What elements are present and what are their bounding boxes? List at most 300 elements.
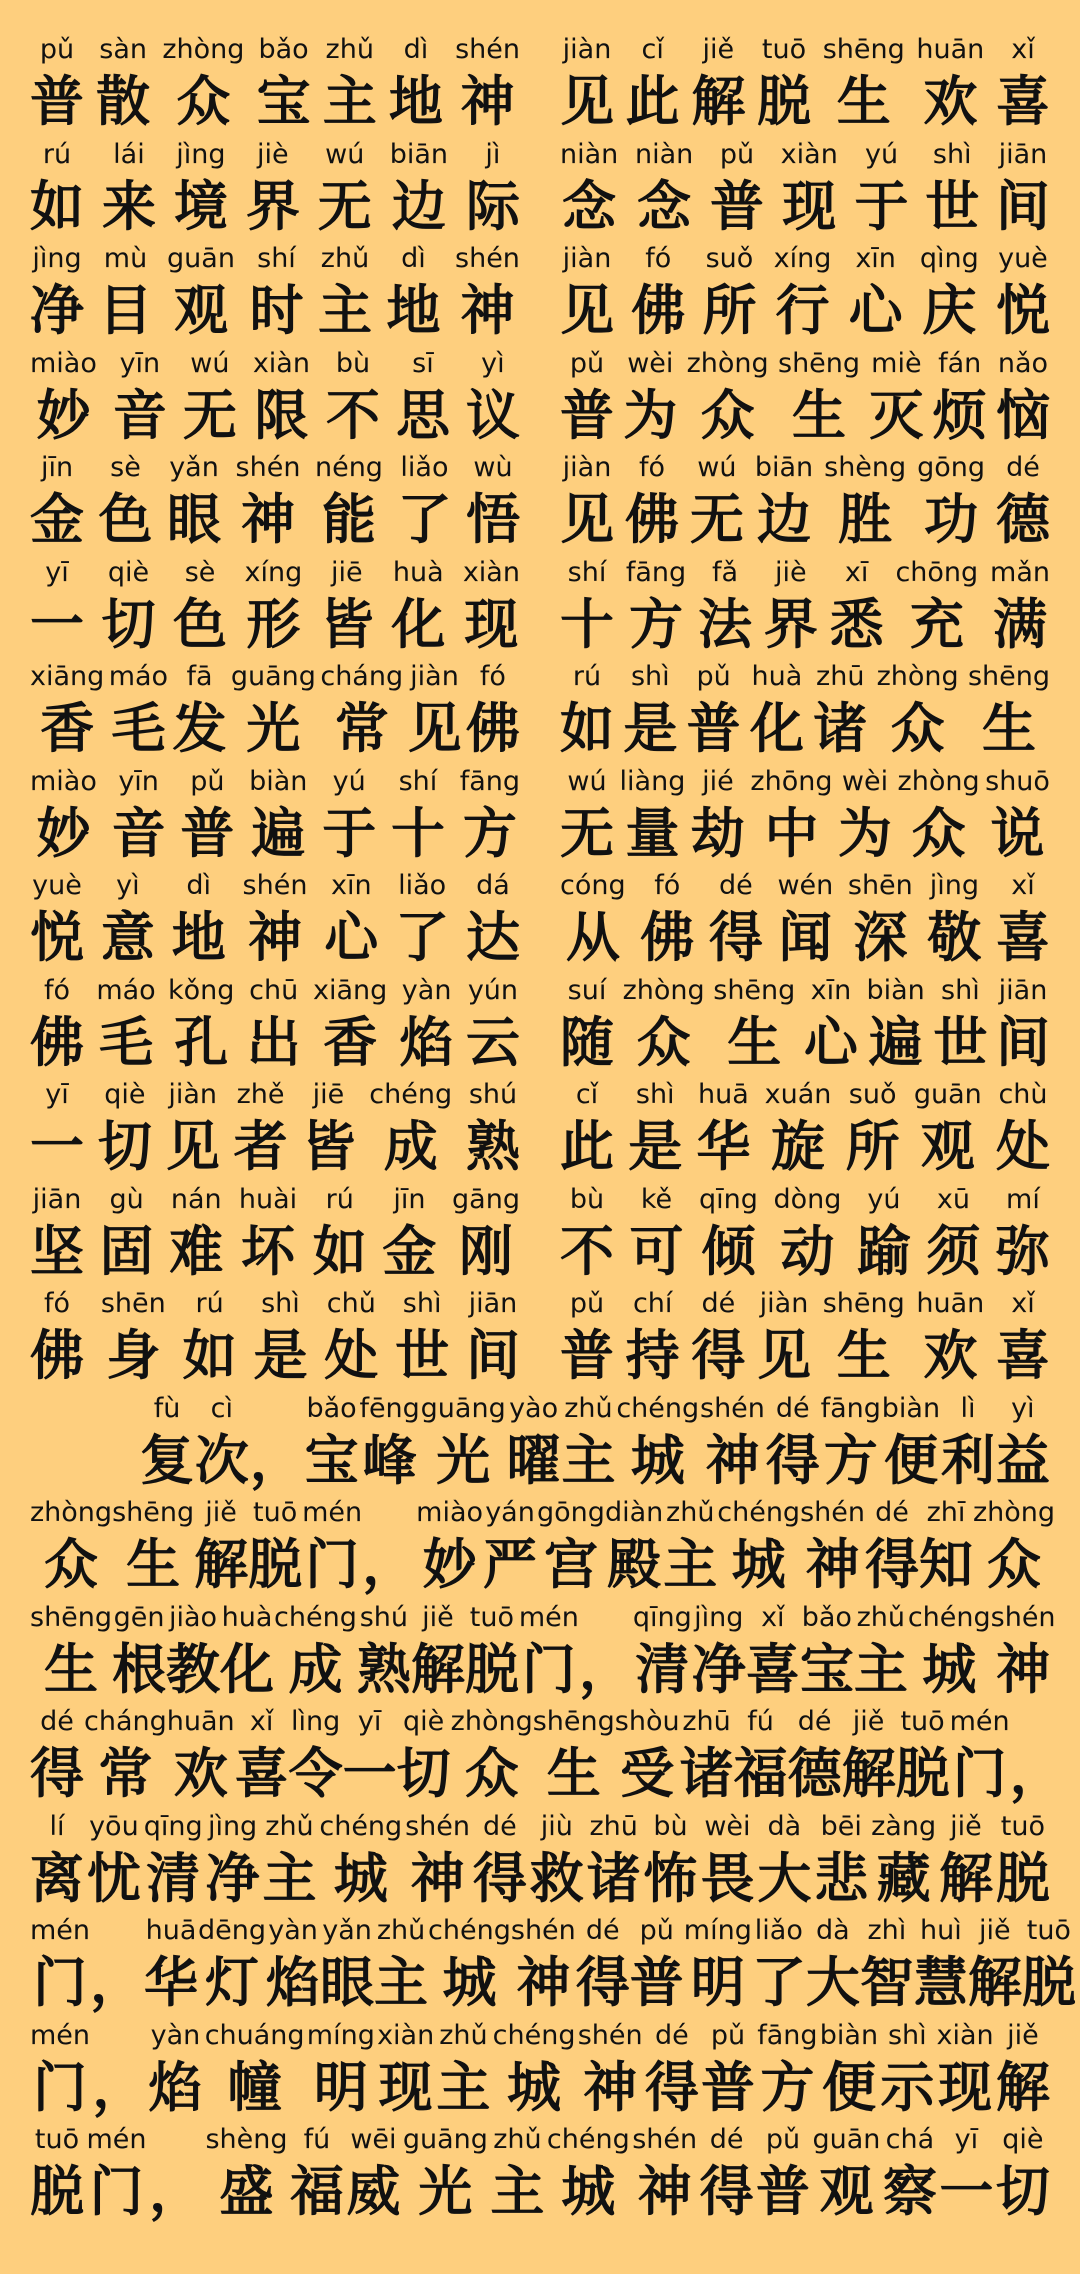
pinyin: néng (314, 452, 383, 483)
prose-line (30, 2120, 1050, 2224)
hanzi: 众 (987, 1533, 1042, 1596)
hanzi: 神 (460, 70, 515, 133)
char-unit (547, 2120, 630, 2224)
char-unit (623, 344, 677, 448)
char-unit (877, 657, 959, 761)
hanzi: 光 (418, 2160, 473, 2223)
char-unit (626, 1284, 680, 1388)
pinyin: wú (567, 765, 607, 797)
char-unit (755, 448, 813, 552)
pinyin: dé (875, 1497, 909, 1528)
char-unit (640, 866, 694, 970)
char-unit (560, 657, 614, 761)
char-unit (249, 762, 307, 866)
char-unit (357, 1598, 411, 1702)
char-unit (996, 30, 1050, 134)
hanzi: 此 (560, 1115, 614, 1178)
char-unit (781, 135, 838, 239)
hanzi: 悟 (465, 488, 520, 551)
pinyin: tuō (469, 1601, 514, 1633)
char-unit (257, 30, 311, 134)
hanzi: 际 (465, 174, 520, 238)
pinyin: mù (103, 243, 148, 274)
char-unit (30, 1911, 90, 2015)
char-unit (323, 30, 377, 134)
char-unit (774, 239, 832, 343)
pinyin: mén (30, 2019, 91, 2051)
hanzi: 色 (173, 592, 228, 656)
hanzi: 神 (410, 1846, 465, 1910)
punctuation (362, 1493, 416, 1597)
pinyin: zhǔ (376, 1915, 426, 1946)
hanzi: ， (578, 1637, 633, 1701)
pinyin: shén (577, 2019, 643, 2051)
char-unit (102, 135, 156, 239)
char-unit (318, 239, 372, 343)
pinyin: biàn (866, 974, 925, 1006)
pinyin: shén (455, 34, 520, 65)
char-unit (857, 1180, 911, 1284)
hanzi: 主 (663, 1533, 718, 1596)
hanzi: 解 (967, 1951, 1022, 2014)
verse-line (30, 239, 1050, 343)
pinyin: zàng (871, 1810, 937, 1842)
pinyin: pǔ (569, 347, 605, 379)
hanzi: 所 (702, 279, 757, 342)
char-unit (198, 1911, 266, 2015)
pinyin: biàn (881, 1392, 941, 1424)
pinyin: chéng (717, 1497, 801, 1528)
hanzi: 不 (325, 383, 380, 447)
hanzi: 难 (169, 1219, 224, 1283)
char-unit (397, 1702, 451, 1806)
char-unit (766, 1389, 820, 1493)
pinyin: zhǔ (439, 2019, 488, 2051)
char-unit (167, 1702, 235, 1806)
pinyin: chéng (428, 1915, 511, 1946)
char-unit (473, 1807, 527, 1911)
hanzi: 充 (909, 592, 964, 656)
pinyin: shén (990, 1601, 1056, 1633)
char-unit (84, 1702, 167, 1806)
pinyin: xīn (810, 974, 852, 1006)
char-unit (140, 1389, 194, 1493)
verse-line (30, 344, 1050, 448)
hanzi: 令 (288, 1742, 343, 1805)
hanzi: 毛 (99, 1010, 153, 1074)
pinyin: zhòng (30, 1497, 113, 1528)
hanzi: 灭 (869, 383, 924, 447)
char-unit (30, 1807, 84, 1911)
char-unit (615, 1702, 680, 1806)
char-unit (102, 553, 156, 657)
pinyin: tuō (900, 1706, 945, 1737)
pinyin: guān (913, 1079, 982, 1110)
hanzi: 悦 (30, 906, 84, 969)
char-unit (387, 239, 441, 343)
char-unit (926, 1180, 980, 1284)
pinyin: chéng (274, 1601, 357, 1633)
hanzi: 一 (30, 1115, 84, 1178)
pinyin: miào (30, 347, 97, 379)
pinyin: dì (403, 34, 429, 65)
pinyin: wú (190, 347, 230, 379)
pinyin: xíng (773, 243, 832, 274)
hanzi: 界 (245, 174, 300, 238)
char-unit (560, 553, 614, 657)
prose-line (30, 1493, 1056, 1597)
pinyin: mén (949, 1706, 1010, 1737)
pinyin: yī (954, 2124, 979, 2155)
char-unit (560, 30, 614, 134)
char-unit (914, 1075, 982, 1179)
pinyin: yì (116, 870, 140, 901)
hanzi: 欢 (173, 1742, 228, 1805)
hanzi: 生 (44, 1637, 99, 1701)
hanzi: 门 (305, 1533, 360, 1596)
char-unit (183, 344, 237, 448)
pinyin: lì (960, 1392, 976, 1424)
char-unit (927, 866, 981, 970)
char-unit (933, 344, 987, 448)
char-unit (30, 553, 84, 657)
char-unit (172, 866, 226, 970)
pinyin: huā (145, 1915, 197, 1946)
char-unit (560, 866, 626, 970)
pinyin: qìng (919, 243, 979, 274)
hanzi: 德 (996, 488, 1050, 551)
hanzi: 是 (253, 1324, 308, 1387)
char-unit (996, 135, 1050, 239)
pinyin: rú (42, 138, 72, 170)
hanzi: 普 (30, 70, 84, 133)
char-unit (307, 2016, 375, 2120)
char-unit (144, 1807, 203, 1911)
hanzi: ， (1009, 1742, 1064, 1805)
char-unit (756, 2120, 810, 2224)
hanzi: 盛 (219, 2160, 274, 2223)
hanzi: 熟 (356, 1637, 411, 1701)
hanzi: 欢 (923, 1324, 978, 1387)
pinyin: chéng (546, 2124, 630, 2155)
pinyin: míng (306, 2019, 375, 2051)
char-unit (86, 2120, 146, 2224)
char-unit (30, 1284, 84, 1388)
char-unit (848, 866, 913, 970)
pinyin: liǎo (398, 870, 447, 901)
pinyin: jiē (330, 556, 363, 588)
hanzi: 主 (853, 1637, 908, 1701)
char-unit (397, 448, 451, 552)
char-unit (511, 1911, 576, 2015)
hanzi: 刚 (459, 1219, 513, 1283)
hanzi: 如 (312, 1219, 367, 1283)
char-unit (30, 1493, 112, 1597)
hanzi: 是 (628, 1115, 683, 1178)
char-unit (560, 448, 614, 552)
hanzi: 一 (939, 2160, 994, 2223)
pinyin: tuō (1000, 1810, 1045, 1842)
char-unit (750, 657, 804, 761)
char-unit (30, 2120, 84, 2224)
pinyin: fó (638, 452, 665, 483)
pinyin: huà (751, 661, 803, 692)
pinyin: nán (170, 1183, 222, 1215)
hanzi: 观 (920, 1115, 975, 1178)
char-unit (96, 971, 155, 1075)
hanzi: 形 (246, 592, 301, 656)
char-unit (973, 1493, 1055, 1597)
pinyin: xiāng (30, 661, 105, 692)
pinyin: shú (359, 1601, 409, 1633)
char-unit (846, 1075, 900, 1179)
pinyin: dé (40, 1706, 74, 1737)
pinyin: zhū (816, 661, 865, 692)
hanzi: 宝 (304, 1428, 359, 1492)
char-unit (690, 448, 744, 552)
char-unit (302, 1493, 362, 1597)
pinyin: huān (916, 1288, 985, 1319)
hanzi: 门 (33, 1951, 88, 2014)
char-unit (578, 2016, 643, 2120)
pinyin: jiàn (168, 1079, 218, 1110)
pinyin: yīn (118, 765, 159, 797)
hanzi: 焰 (266, 1951, 321, 2014)
char-unit (778, 344, 860, 448)
hanzi: 所 (845, 1115, 900, 1178)
pinyin: bǎo (801, 1601, 852, 1633)
char-unit (645, 2016, 699, 2120)
char-unit (109, 657, 168, 761)
char-unit (195, 1389, 249, 1493)
char-unit (560, 1180, 614, 1284)
verse-half-left (30, 448, 520, 552)
hanzi: 世 (933, 1010, 988, 1074)
hanzi: 悦 (995, 279, 1050, 342)
hanzi: 者 (233, 1115, 288, 1178)
char-unit (632, 2120, 697, 2224)
pinyin: fā (186, 661, 213, 692)
hanzi: 普 (180, 801, 235, 865)
hanzi: 大 (805, 1951, 860, 2014)
verse-half-left (30, 1075, 520, 1179)
pinyin: míng (683, 1915, 752, 1946)
hanzi: 胜 (838, 488, 893, 551)
pinyin: jiào (169, 1601, 218, 1633)
pinyin: yī (357, 1706, 382, 1737)
char-unit (30, 762, 97, 866)
verse-half-right (560, 239, 1050, 343)
hanzi: 得 (472, 1846, 527, 1910)
char-unit (493, 2016, 576, 2120)
char-unit (623, 971, 705, 1075)
pinyin: pǔ (190, 765, 225, 797)
hanzi: 主 (317, 279, 372, 342)
char-unit (692, 1598, 746, 1702)
char-unit (626, 553, 686, 657)
pinyin: shén (235, 452, 301, 483)
hanzi: 方 (823, 1428, 878, 1492)
char-unit (996, 1389, 1050, 1493)
char-unit (318, 135, 372, 239)
pinyin: jìng (207, 1810, 258, 1842)
pinyin: huā (698, 1079, 749, 1110)
pinyin: bù (335, 347, 371, 379)
pinyin: mén (86, 2124, 147, 2155)
hanzi: 神 (996, 1637, 1051, 1701)
char-unit (206, 1807, 260, 1911)
hanzi: 藏 (876, 1846, 931, 1910)
char-unit (950, 1702, 1010, 1806)
verse-half-left (30, 553, 520, 657)
hanzi: 见 (560, 279, 614, 342)
char-unit (823, 30, 905, 134)
pinyin: wén (777, 870, 834, 901)
pinyin: shì (932, 138, 972, 170)
hanzi: 一 (342, 1742, 397, 1805)
hanzi: 闻 (778, 906, 833, 969)
hanzi: 教 (166, 1637, 221, 1701)
pinyin: zhòng (897, 765, 980, 797)
hanzi: 生 (546, 1742, 601, 1805)
pinyin: máo (96, 974, 156, 1006)
hanzi: 限 (254, 383, 309, 447)
pinyin: pǔ (39, 34, 75, 65)
char-unit (112, 1493, 194, 1597)
hanzi: 灯 (205, 1951, 260, 2014)
verse-half-left (30, 1284, 520, 1388)
pinyin: sàn (99, 34, 148, 65)
char-unit (266, 1911, 320, 2015)
hanzi: 音 (111, 801, 166, 865)
char-unit (359, 1389, 419, 1493)
pinyin: chū (249, 974, 299, 1006)
pinyin: zhū (589, 1810, 638, 1842)
hanzi: 金 (382, 1219, 437, 1283)
pinyin: rú (195, 1288, 224, 1319)
hanzi: 救 (529, 1846, 584, 1910)
char-unit (30, 866, 84, 970)
hanzi: 功 (924, 488, 979, 551)
char-unit (576, 1911, 630, 2015)
char-unit (757, 2016, 817, 2120)
hanzi: 出 (246, 1010, 301, 1074)
hanzi: 佛 (30, 1324, 84, 1387)
hanzi: ， (362, 1533, 417, 1596)
hanzi: 得 (699, 2160, 754, 2223)
pinyin: jiān (468, 1288, 518, 1319)
hanzi: 福 (733, 1742, 788, 1805)
pinyin: qiè (1002, 2124, 1044, 2155)
hanzi: 了 (395, 906, 450, 969)
char-unit (274, 1598, 357, 1702)
hanzi: 为 (838, 801, 892, 865)
char-unit (315, 448, 383, 552)
hanzi: 众 (700, 383, 755, 447)
punctuation (149, 2120, 203, 2224)
char-unit (490, 2120, 544, 2224)
char-unit (234, 1075, 288, 1179)
pinyin: zhòng (876, 661, 959, 692)
verse-line (30, 762, 1050, 866)
hanzi: 见 (560, 488, 614, 551)
hanzi: 现 (782, 174, 837, 238)
char-unit (925, 135, 979, 239)
pinyin: zhǔ (265, 1810, 314, 1842)
char-unit (326, 344, 380, 448)
char-unit (172, 657, 226, 761)
char-unit (560, 971, 614, 1075)
pinyin: nǎo (997, 347, 1049, 379)
hanzi: 烦 (932, 383, 987, 447)
char-unit (248, 1493, 302, 1597)
hanzi: 城 (333, 1846, 388, 1910)
hanzi: 主 (436, 2055, 491, 2119)
hanzi: 音 (112, 383, 167, 447)
hanzi: 思 (395, 383, 450, 447)
hanzi: 现 (938, 2055, 993, 2119)
char-unit (421, 1389, 506, 1493)
hanzi: 如 (30, 174, 84, 238)
char-unit (466, 135, 520, 239)
char-unit (99, 239, 153, 343)
hanzi: 处 (995, 1115, 1050, 1178)
char-unit (324, 866, 378, 970)
hanzi: 智 (859, 1951, 914, 2014)
char-unit (246, 135, 300, 239)
char-unit (180, 762, 234, 866)
char-unit (98, 1075, 152, 1179)
pinyin: fán (938, 347, 982, 379)
prose-line (30, 1911, 1076, 2015)
pinyin: liǎo (400, 452, 449, 483)
hanzi: 解 (194, 1533, 249, 1596)
char-unit (625, 448, 679, 552)
pinyin: shì (261, 1288, 300, 1319)
hanzi: 了 (751, 1951, 806, 2014)
pinyin: xiàn (780, 138, 838, 170)
char-unit (100, 1180, 154, 1284)
char-unit (709, 866, 763, 970)
pinyin: huān (166, 1706, 235, 1737)
pinyin: yuè (32, 870, 82, 901)
pinyin: yún (467, 974, 519, 1006)
pinyin: fāng (820, 1392, 881, 1424)
char-unit (821, 1389, 881, 1493)
hanzi: 脱 (30, 2160, 84, 2223)
hanzi: 门 (521, 1637, 576, 1701)
hanzi: 众 (911, 801, 966, 865)
char-unit (396, 344, 450, 448)
hanzi: 熟 (465, 1115, 520, 1178)
char-unit (507, 1389, 561, 1493)
hanzi: 解 (841, 1742, 896, 1805)
char-unit (830, 553, 884, 657)
hanzi: 幢 (227, 2055, 282, 2119)
hanzi: 复 (140, 1428, 194, 1492)
hanzi: 严 (483, 1533, 538, 1596)
pinyin: suí (567, 974, 607, 1006)
char-unit (451, 1702, 533, 1806)
hanzi: ， (249, 1428, 304, 1492)
pinyin: sè (110, 452, 141, 483)
hanzi: 神 (460, 279, 515, 342)
pinyin: gāng (452, 1183, 520, 1215)
hanzi: 佛 (624, 488, 679, 551)
char-unit (30, 448, 84, 552)
char-unit (205, 2016, 305, 2120)
pinyin: yī (45, 556, 69, 588)
